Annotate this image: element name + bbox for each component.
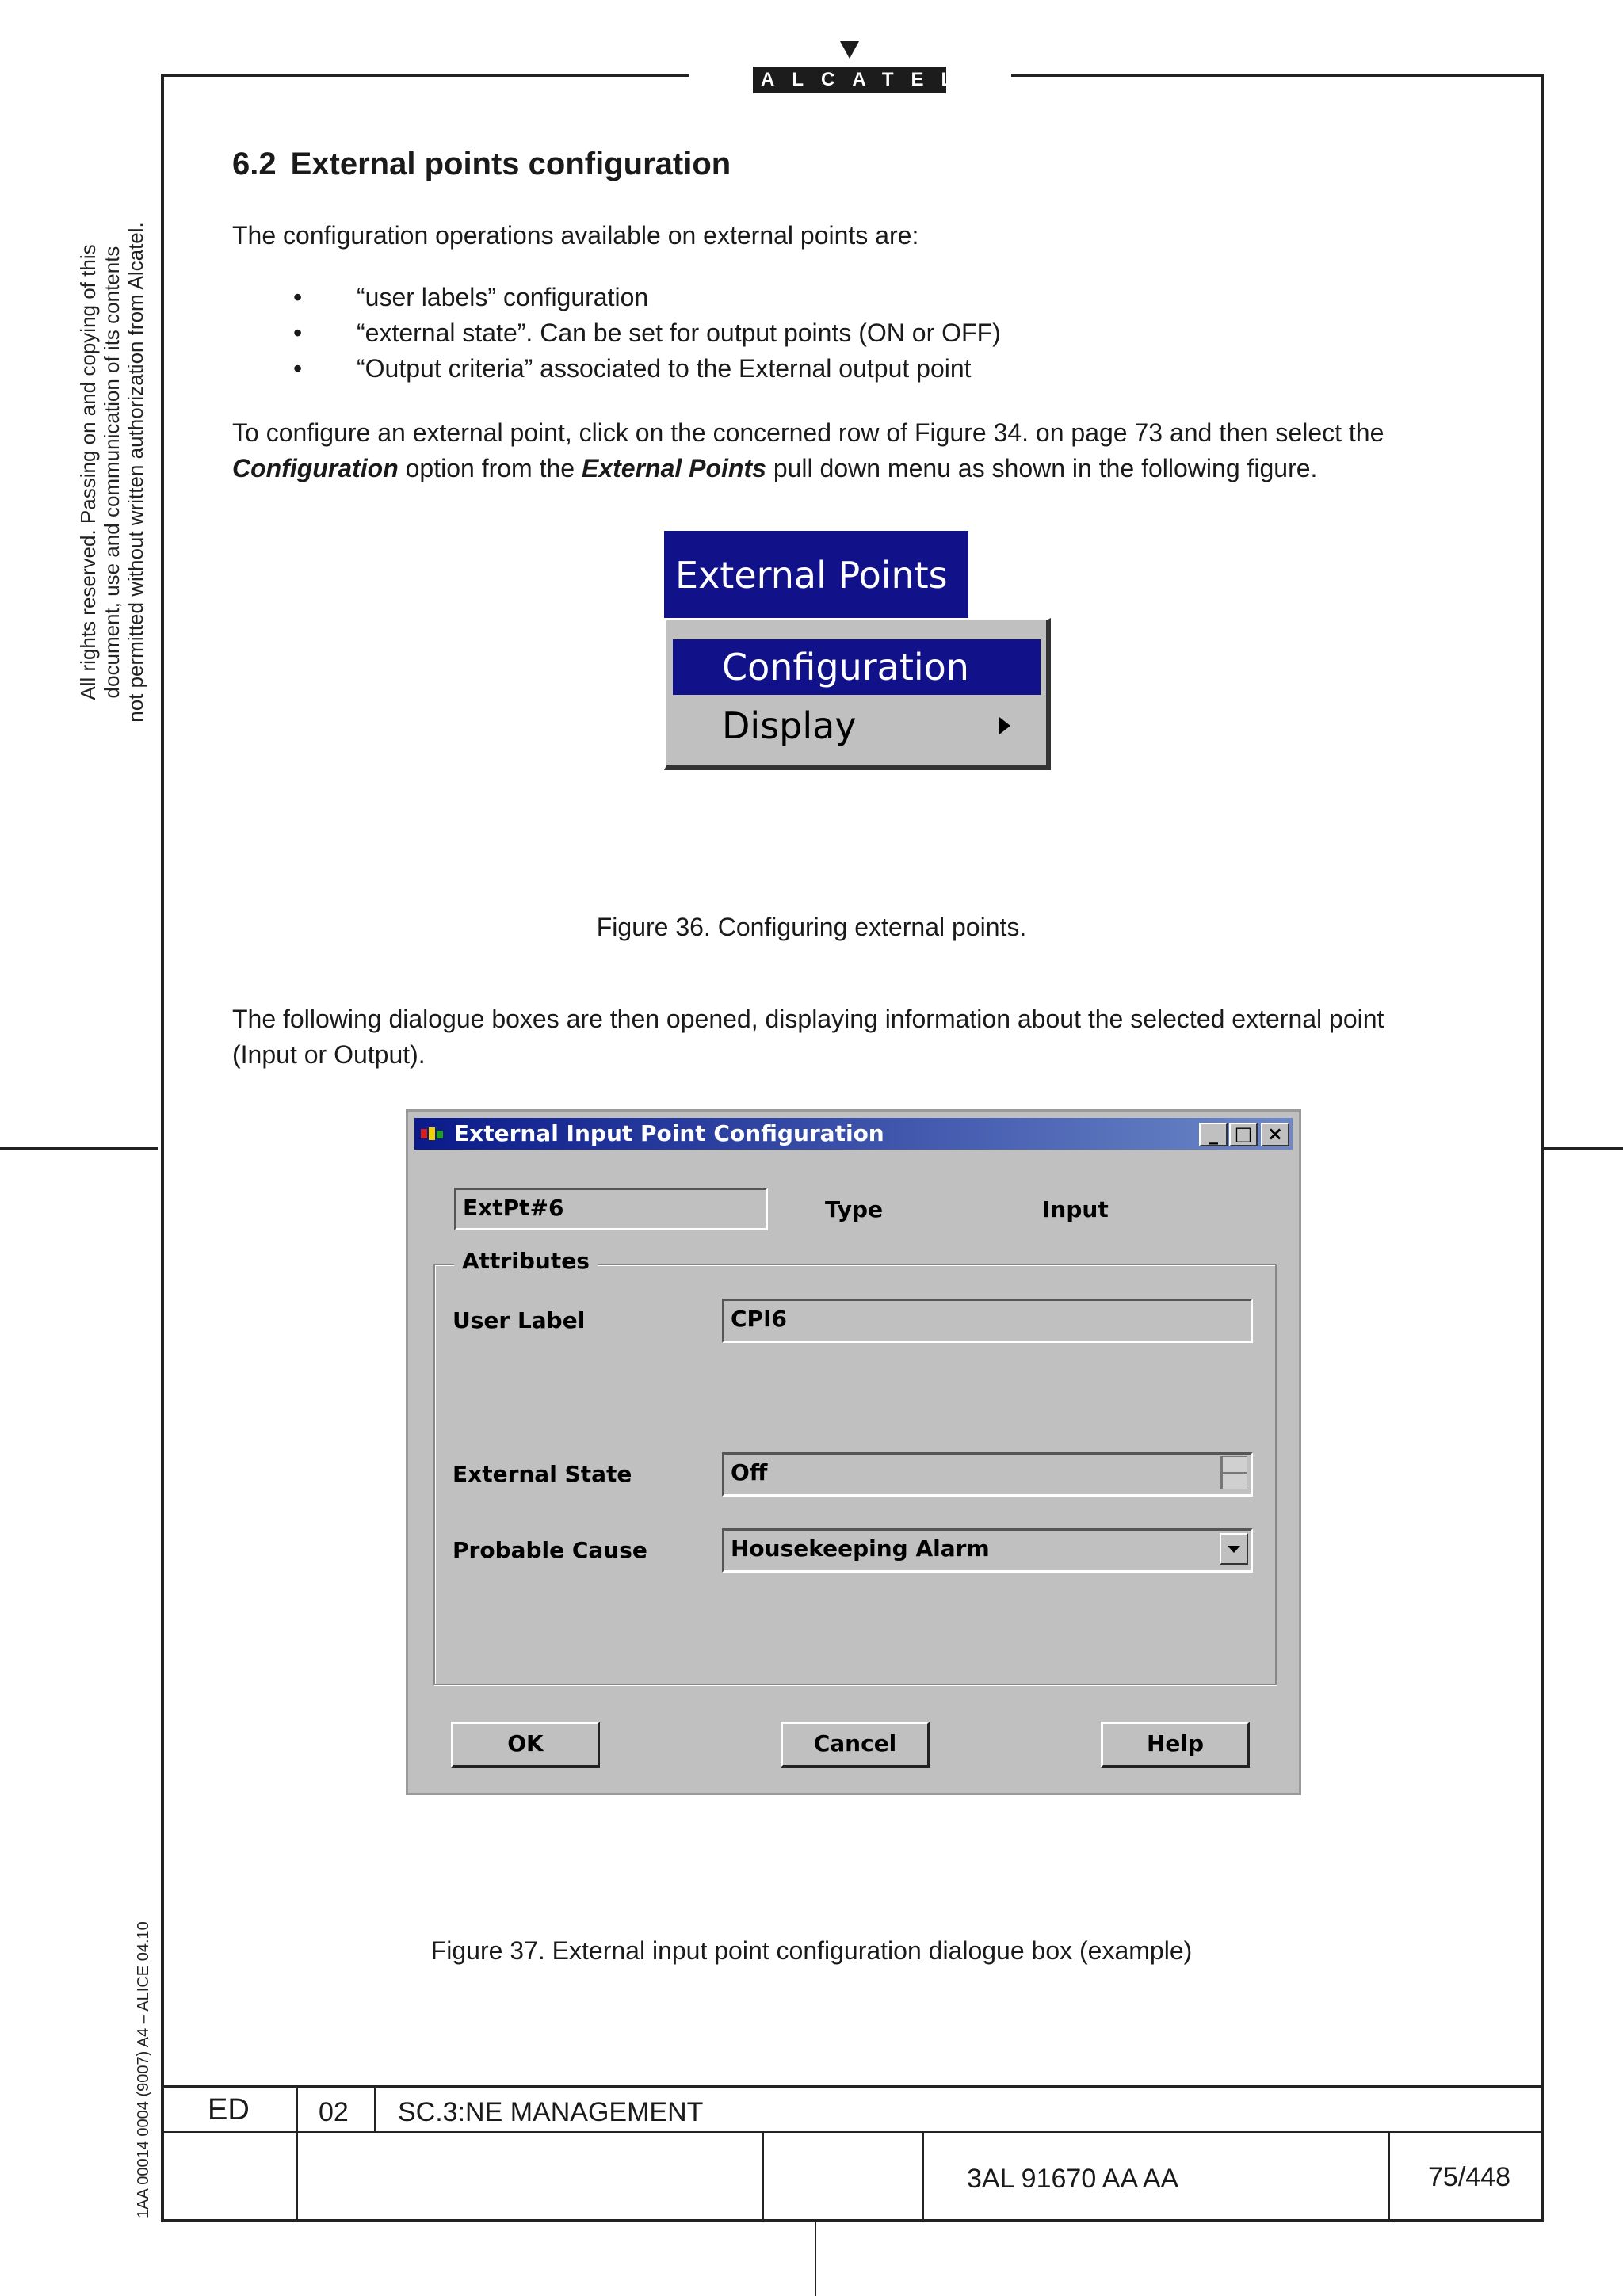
footer-tail [815,2222,816,2296]
footer-col-5 [1388,2131,1390,2220]
section-title: External points configuration [290,147,731,181]
footer-ed-value: 02 [319,2097,349,2127]
list-item: • “Output criteria” associated to the External output point [293,354,972,383]
dialog-intro-paragraph [232,1001,1470,1073]
help-button[interactable]: Help [1101,1722,1250,1768]
footer-bottom-line [161,2219,1544,2222]
instruction-line-1: To configure an external point, click on the concerned row of Figure 34. on page 73 and then select the [232,418,1384,447]
instruction-paragraph [232,415,1476,486]
footer-page-number: 75/448 [1428,2162,1510,2192]
app-icon [421,1126,445,1142]
dialog-title-bar[interactable] [414,1118,1293,1150]
frame-top-left [161,74,689,77]
probable-cause-select[interactable] [722,1528,1253,1573]
footer-mid-line [161,2131,1544,2133]
figure-37-caption: Figure 37. External input point configuration dialogue box (example) [430,1936,1193,1965]
user-label-input[interactable]: CPI6 [722,1299,1253,1343]
footer-col-3 [762,2131,764,2220]
probable-cause-label: Probable Cause [453,1537,647,1563]
footer-section: SC.3:NE MANAGEMENT [398,2097,704,2127]
external-points-menu[interactable]: External Points [664,531,968,620]
chevron-down-icon[interactable] [1220,1533,1248,1565]
dialog-title: External Input Point Configuration [454,1120,884,1146]
external-input-point-dialog [406,1109,1301,1795]
fold-mark-right [1544,1147,1623,1150]
rights-line-3: not permitted without written authorization from Alcatel. [124,222,147,723]
user-label-label: User Label [453,1307,586,1333]
footer-col-1 [296,2085,298,2220]
dialog-intro-line-1: The following dialogue boxes are then opened, displaying information about the selected external point [232,1005,1384,1033]
submenu-arrow-icon [999,717,1010,734]
frame-left [161,74,164,2222]
instruction-line-2: Configuration option from the External Points pull down menu as shown in the following figure. [232,454,1318,482]
intro-paragraph: The configuration operations available on external points are: [232,221,919,250]
alcatel-logo: ALCATEL [753,67,946,93]
rights-line-2: document, use and communication of its contents [100,246,124,699]
list-item: • “external state”. Can be set for output points (ON or OFF) [293,318,1001,347]
external-state-value: Off [731,1459,768,1486]
doc-template-code: 1AA 00014 0004 (9007) A4 – ALICE 04.10 [135,1921,152,2218]
footer-top-line [161,2085,1544,2088]
section-number: 6.2 [232,147,277,181]
point-name-field: ExtPt#6 [454,1188,768,1230]
bullet-list [293,280,1001,387]
maximize-button[interactable]: □ [1229,1123,1258,1146]
list-item: • “user labels” configuration [293,283,649,311]
menu-item-configuration[interactable]: Configuration [673,639,1041,695]
footer-ed-label: ED [208,2093,250,2126]
cancel-button[interactable]: Cancel [781,1722,930,1768]
rights-notice [76,139,147,805]
logo-triangle-icon [840,41,859,59]
attributes-group-label: Attributes [454,1248,598,1274]
menu-item-display[interactable]: Display [673,698,1041,753]
dialog-intro-line-2: (Input or Output). [232,1040,426,1069]
footer-doc-code: 3AL 91670 AA AA [967,2164,1179,2194]
section-heading [232,147,731,182]
type-value: Input [1042,1196,1109,1222]
figure-36-caption: Figure 36. Configuring external points. [596,913,1027,941]
close-button[interactable]: × [1261,1123,1289,1146]
external-points-dropdown [664,618,1051,770]
rights-line-1: All rights reserved. Passing on and copying of this [76,244,100,700]
ok-button[interactable]: OK [451,1722,600,1768]
probable-cause-value: Housekeeping Alarm [731,1535,990,1562]
type-label: Type [825,1196,884,1222]
footer-col-4 [922,2131,924,2220]
fold-mark-left [0,1147,158,1150]
external-state-spinner[interactable] [722,1452,1253,1497]
spinner-arrows-icon[interactable] [1220,1456,1247,1489]
frame-top-right [1011,74,1544,77]
external-state-label: External State [453,1461,632,1487]
footer-col-2 [374,2085,376,2131]
minimize-button[interactable]: _ [1199,1123,1228,1146]
